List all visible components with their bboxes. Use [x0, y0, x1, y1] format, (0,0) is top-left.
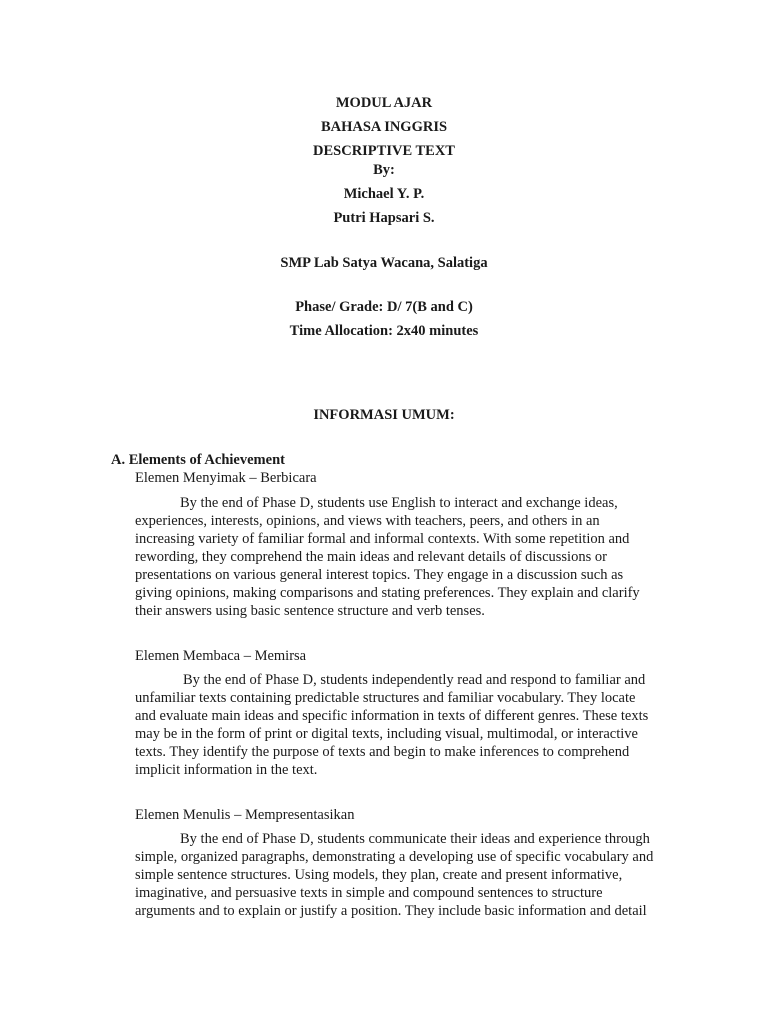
element-3-paragraph	[135, 830, 655, 920]
phase-grade: Phase/ Grade: D/ 7(B and C)	[295, 299, 473, 315]
paragraph-line: By the end of Phase D, students independently read and respond to familiar and	[183, 672, 646, 688]
title-topic: DESCRIPTIVE TEXT	[313, 143, 455, 159]
paragraph-line: By the end of Phase D, students communicate their ideas and experience through	[180, 831, 650, 847]
paragraph-line: rewording, they comprehend the main ideas and relevant details of discussions or	[135, 549, 607, 565]
element-1-paragraph	[135, 494, 655, 620]
paragraph-line: simple, organized paragraphs, demonstrating a developing use of specific vocabulary and	[135, 849, 654, 865]
paragraph-line: arguments and to explain or justify a position. They include basic information and detail	[135, 903, 647, 919]
paragraph-line: increasing variety of familiar formal and informal contexts. With some repetition and	[135, 531, 630, 547]
paragraph-line: experiences, interests, opinions, and views with teachers, peers, and others in an	[135, 513, 600, 529]
author-1: Michael Y. P.	[343, 186, 425, 202]
title-modul-ajar: MODUL AJAR	[335, 95, 433, 111]
paragraph-line: unfamiliar texts containing predictable structures and familiar vocabulary. They locate	[135, 690, 636, 706]
paragraph-line: simple sentence structures. Using models, they plan, create and present informative,	[135, 867, 623, 883]
title-subject: BAHASA INGGRIS	[320, 119, 448, 135]
element-2-paragraph	[135, 671, 655, 779]
author-2: Putri Hapsari S.	[333, 210, 435, 226]
school-name: SMP Lab Satya Wacana, Salatiga	[280, 255, 488, 271]
element-3-title: Elemen Menulis – Mempresentasikan	[135, 807, 355, 823]
paragraph-line: may be in the form of print or digital texts, including visual, multimodal, or interactive	[135, 726, 638, 742]
section-a-heading: A. Elements of Achievement	[111, 452, 285, 468]
time-allocation: Time Allocation: 2x40 minutes	[289, 323, 479, 339]
paragraph-line: imaginative, and persuasive texts in simple and compound sentences to structure	[135, 885, 603, 901]
section-title: INFORMASI UMUM:	[313, 407, 455, 423]
paragraph-line: their answers using basic sentence structure and verb tenses.	[135, 603, 485, 619]
element-2-title: Elemen Membaca – Memirsa	[135, 648, 307, 664]
paragraph-line: implicit information in the text.	[135, 762, 318, 778]
paragraph-line: texts. They identify the purpose of texts and begin to make inferences to comprehend	[135, 744, 630, 760]
paragraph-line: presentations on various general interest topics. They engage in a discussion such as	[135, 567, 624, 583]
by-label: By:	[373, 162, 395, 178]
paragraph-line: and evaluate main ideas and specific information in texts of different genres. These texts	[135, 708, 649, 724]
paragraph-line: giving opinions, making comparisons and stating preferences. They explain and clarify	[135, 585, 640, 601]
element-1-title: Elemen Menyimak – Berbicara	[135, 470, 317, 486]
paragraph-line: By the end of Phase D, students use English to interact and exchange ideas,	[180, 495, 618, 511]
